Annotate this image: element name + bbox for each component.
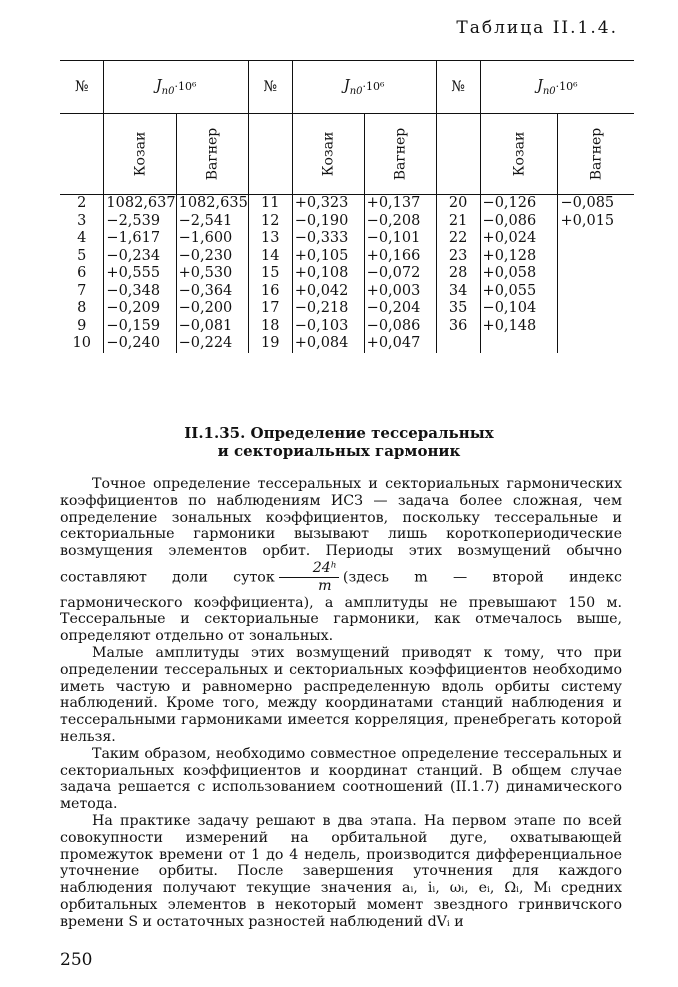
table-cell: 6 <box>77 265 87 281</box>
table-cell: −2,539 <box>106 212 161 229</box>
table-cell: −1,617 <box>106 230 161 246</box>
block1-wagner <box>176 195 248 353</box>
table-cell: 22 <box>448 230 468 246</box>
paragraph-2: Малые амплитуды этих возмущений приводят к тому, что при определении тессеральных и секториальных коэффициентов необходимо иметь частую и равномерно распределенную вдоль орбиты систему наблюдений. Кроме того, между координатами станций наблюдения и тессеральными гармониками имеется корреляция, пренебрегать которой нельзя. <box>60 644 622 745</box>
page-number: 250 <box>60 950 93 970</box>
table-cell: +0,530 <box>178 265 233 281</box>
table-cell: −1,600 <box>178 230 233 246</box>
group2-header: $J_{n0}\cdot 10^6$ <box>292 61 436 114</box>
table-cell: 3 <box>77 212 87 229</box>
table-cell: −0,104 <box>482 300 537 316</box>
table-cell: +0,555 <box>106 265 161 281</box>
table-cell: 19 <box>261 335 280 351</box>
table-cell: 1082,637 <box>106 195 176 211</box>
table-cell: −0,348 <box>106 282 161 299</box>
table-cell: 20 <box>448 195 468 211</box>
num-header-1: № <box>60 61 104 114</box>
block2-wagner <box>364 195 436 353</box>
col-kozai-2: Козаи <box>292 114 364 195</box>
paragraph-3: Таким образом, необходимо совместное определение тессеральных и секториальных коэффициентов и координат станций. В общем случае задача решается с использованием соотношений (II.1.7) динамического метода. <box>60 745 622 813</box>
table-label: Таблица II.1.4. <box>456 18 618 38</box>
col-wagner-2: Вагнер <box>364 114 436 195</box>
paragraph-1: Точное определение тессеральных и секториальных гармонических коэффициентов по наблюдениям ИСЗ — задача более сложная, чем определение зональных коэффициентов, поскольку тессеральные и секториальные гармоники вызывают лишь короткопериодические возмущения элементов орбит. Периоды этих возмущений обычно составляют доли суток $\frac{\text{24ʰ}}{m}$ (здесь m — второй индекс гармонического коэффициента), а амплитуды не превышают 150 м. Тессеральные и секториальные гармоники, как отмечалось выше, определяют отдельно от зональных. <box>60 476 622 645</box>
table-cell: −0,240 <box>106 335 161 351</box>
table-cell: 36 <box>448 317 468 334</box>
table-cell: +0,105 <box>294 247 349 264</box>
col-kozai-1: Козаи <box>104 114 176 195</box>
table-cell: +0,128 <box>482 247 537 264</box>
table-cell: 13 <box>261 230 280 246</box>
paragraph-4: На практике задачу решают в два этапа. На первом этапе по всей совокупности измерений на орбитальной дуге, охватывающей промежуток времени от 1 до 4 недель, производится дифференциальное уточнение орбиты. После завершения уточнения для каждого наблюдения получают текущие значения aᵢ, iᵢ, ωᵢ, eᵢ, Ωᵢ, Mᵢ средних орбитальных элементов в некоторый момент звездного гринвичского времени S и остаточных разностей наблюдений dVᵢ и <box>60 812 622 930</box>
col-wagner-3: Вагнер <box>558 114 634 195</box>
block3-kozai <box>480 195 558 353</box>
num-sub-1 <box>60 114 104 195</box>
table-cell: 9 <box>77 317 87 334</box>
table-cell: 23 <box>448 247 468 264</box>
num-sub-2 <box>248 114 292 195</box>
table-cell: −0,086 <box>482 212 537 229</box>
block2-nums <box>248 195 292 353</box>
table-cell: 12 <box>261 212 280 229</box>
table-cell: +0,015 <box>560 212 615 229</box>
block1-kozai <box>104 195 176 353</box>
table-cell: 14 <box>261 247 280 264</box>
col-kozai-3: Козаи <box>480 114 558 195</box>
table-cell: 7 <box>77 282 87 299</box>
table-cell: −0,209 <box>106 300 161 316</box>
block3-nums <box>436 195 480 353</box>
table-cell: +0,003 <box>366 282 421 299</box>
num-sub-3 <box>436 114 480 195</box>
fraction-24h-m: $\frac{\text{24ʰ}}{m}$ <box>279 560 339 595</box>
table-cell: +0,024 <box>482 230 537 246</box>
table-cell: −0,085 <box>560 195 615 211</box>
group1-header: $J_{n0}\cdot 10^6$ <box>104 61 248 114</box>
table-cell: +0,323 <box>294 195 349 211</box>
table-cell: −0,103 <box>294 317 349 334</box>
table-cell: +0,108 <box>294 265 349 281</box>
table-cell: −0,072 <box>366 265 421 281</box>
harmonics-table <box>60 60 634 353</box>
block2-kozai <box>292 195 364 353</box>
table-cell: −0,086 <box>366 317 421 334</box>
table-cell: −0,208 <box>366 212 421 229</box>
table-cell: +0,042 <box>294 282 349 299</box>
table-cell: −0,081 <box>178 317 233 334</box>
table-cell: −0,364 <box>178 282 233 299</box>
num-header-3: № <box>436 61 480 114</box>
table-cell: −0,333 <box>294 230 349 246</box>
table-cell: 18 <box>261 317 280 334</box>
table-cell: −0,159 <box>106 317 161 334</box>
table-cell: −0,190 <box>294 212 349 229</box>
table-cell: −0,224 <box>178 335 233 351</box>
num-header-2: № <box>248 61 292 114</box>
table-cell: 28 <box>448 265 468 281</box>
table-cell: +0,084 <box>294 335 349 351</box>
table-cell: 1082,635 <box>178 195 248 211</box>
table-cell: +0,148 <box>482 317 537 334</box>
table-cell: 34 <box>448 282 468 299</box>
table-cell: −0,204 <box>366 300 421 316</box>
table-cell: +0,055 <box>482 282 537 299</box>
table-cell: +0,047 <box>366 335 421 351</box>
table-cell: −0,101 <box>366 230 421 246</box>
table-cell: 8 <box>77 300 87 316</box>
table-cell: 5 <box>77 247 87 264</box>
table-cell: +0,058 <box>482 265 537 281</box>
table-cell: 4 <box>77 230 87 246</box>
group3-header: $J_{n0}\cdot 10^6$ <box>480 61 634 114</box>
table-cell: 17 <box>261 300 280 316</box>
section-title: II.1.35. Определение тессеральных и секториальных гармоник <box>184 424 494 460</box>
table-cell: 10 <box>72 335 91 351</box>
table-cell: −0,230 <box>178 247 233 264</box>
table-cell: −0,200 <box>178 300 233 316</box>
table-cell: −0,234 <box>106 247 161 264</box>
table-cell: 15 <box>261 265 280 281</box>
table-cell: 2 <box>77 195 87 211</box>
table-cell: −2,541 <box>178 212 233 229</box>
table-cell: −0,126 <box>482 195 537 211</box>
table-cell: 11 <box>261 195 280 211</box>
block3-wagner <box>558 195 634 353</box>
table-cell: +0,137 <box>366 195 421 211</box>
table-cell: 35 <box>448 300 468 316</box>
table-cell: 16 <box>261 282 280 299</box>
table-cell: +0,166 <box>366 247 421 264</box>
block1-nums <box>60 195 104 353</box>
col-wagner-1: Вагнер <box>176 114 248 195</box>
body-text <box>60 476 622 931</box>
table-cell: −0,218 <box>294 300 349 316</box>
table-cell: 21 <box>448 212 468 229</box>
